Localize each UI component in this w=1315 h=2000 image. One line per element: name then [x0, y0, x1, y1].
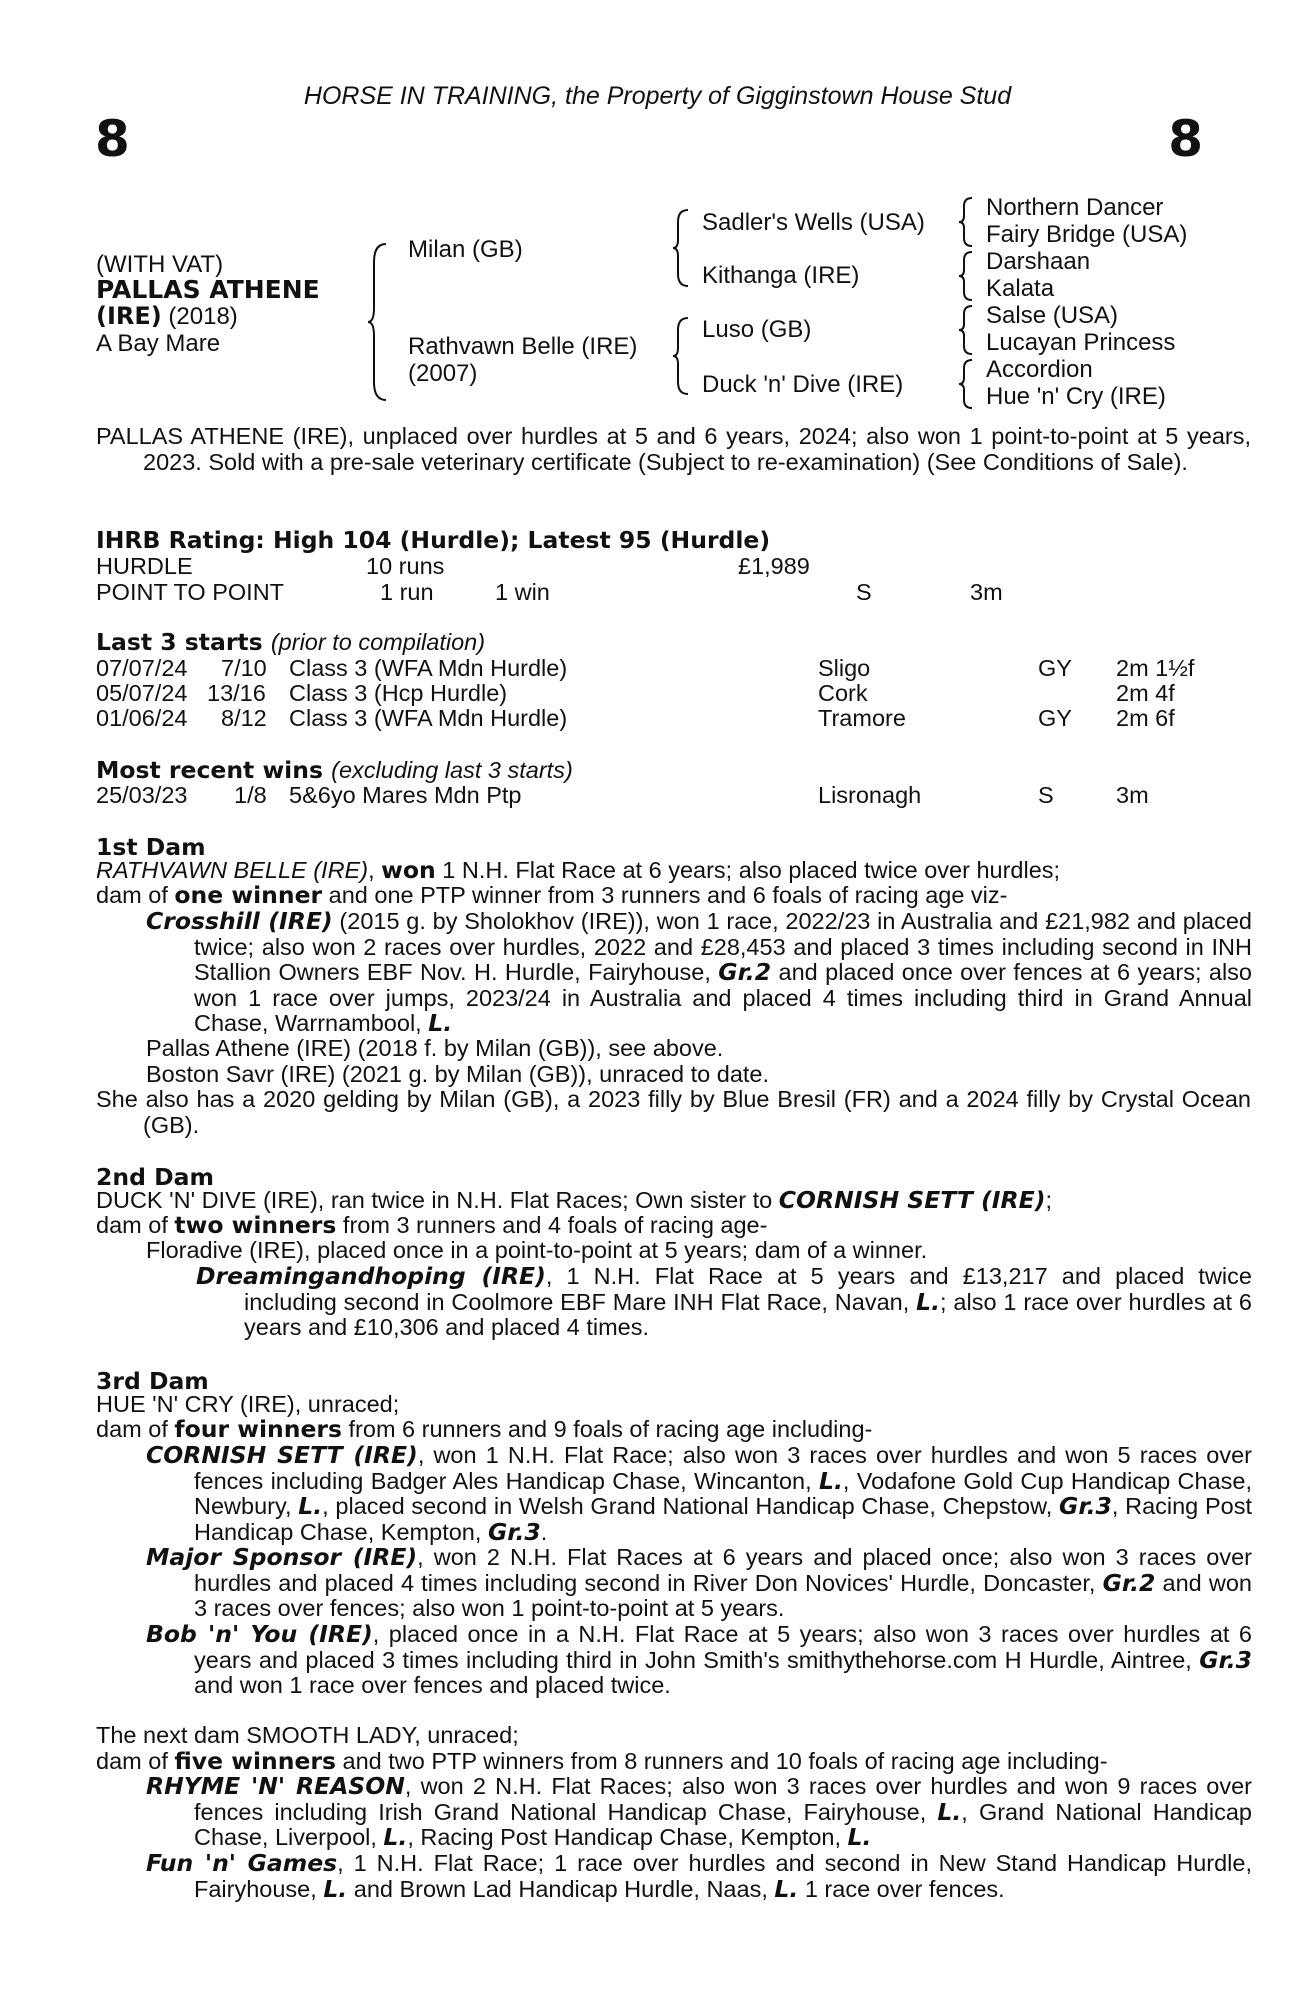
produce-boston-savr: Boston Savr (IRE) (2021 g. by Milan (GB)), unraced to date. [146, 1061, 770, 1087]
vat-note: (WITH VAT) [96, 251, 224, 278]
produce-bob-n-you: Bob 'n' You (IRE), placed once in a N.H. Flat Race at 5 years; also won 3 races over hurdles at 6 years and placed 3 times including third in John Smith's smithythehorse.com H Hurdle, Aintree, Gr.3 and won 1 race over fences and placed twice. [146, 1620, 1252, 1698]
ancestor-lucayan-princess: Lucayan Princess [986, 329, 1176, 356]
brace-g3-4 [958, 358, 976, 410]
rating-row-ptp: POINT TO POINT 1 run 1 win S 3m [96, 579, 1003, 605]
second-dam-line2: dam of two winners from 3 runners and 4 foals of racing age- [96, 1211, 768, 1239]
produce-floradive: Floradive (IRE), placed once in a point-to-point at 5 years; dam of a winner. [146, 1237, 928, 1263]
ancestor-hue-n-cry: Hue 'n' Cry (IRE) [986, 383, 1166, 410]
rating-row-hurdle: HURDLE 10 runs £1,989 [96, 553, 810, 579]
produce-rhyme-n-reason: RHYME 'N' REASON, won 2 N.H. Flat Races; also won 3 races over hurdles and won 9 races over fences including Irish Grand National Handicap Chase, Fairyhouse, L., Grand National Handicap Chase, Liverpool, L., Racing Post Handicap Chase, Kempton, L. [146, 1772, 1252, 1851]
ancestor-fairy-bridge: Fairy Bridge (USA) [986, 221, 1188, 248]
brace-g3-3 [958, 304, 976, 356]
horse-summary: PALLAS ATHENE (IRE), unplaced over hurdles at 5 and 6 years, 2024; also won 1 point-to-point at 5 years, 2023. Sold with a pre-sale veterinary certificate (Subject to re-examination) (See Conditions of Sale). [96, 423, 1251, 475]
brace-generation-1 [366, 242, 390, 402]
last-start-row: 05/07/24 13/16 Class 3 (Hcp Hurdle) Cork 2m 4f [96, 680, 1175, 706]
dam: Rathvawn Belle (IRE) [408, 333, 638, 360]
first-dam-line1: RATHVAWN BELLE (IRE), won 1 N.H. Flat Race at 6 years; also placed twice over hurdles; [96, 856, 1061, 884]
ancestor-salse: Salse (USA) [986, 302, 1119, 329]
recent-wins-heading: Most recent wins (excluding last 3 starts) [96, 756, 573, 784]
ancestor-northern-dancer: Northern Dancer [986, 194, 1164, 221]
lot-number-right: 8 [1168, 110, 1203, 168]
horse-suffix-year: (IRE) (2018) [96, 302, 238, 330]
lot-number-left: 8 [95, 110, 130, 168]
second-dam-line1: DUCK 'N' DIVE (IRE), ran twice in N.H. Flat Races; Own sister to CORNISH SETT (IRE); [96, 1186, 1052, 1214]
catalogue-header-title: HORSE IN TRAINING, the Property of Gigginstown House Stud [303, 82, 1012, 110]
produce-pallas-athene: Pallas Athene (IRE) (2018 f. by Milan (GB)), see above. [146, 1035, 724, 1061]
produce-crosshill: Crosshill (IRE) (2015 g. by Sholokhov (IRE)), won 1 race, 2022/23 in Australia and £21,982 and placed twice; also won 2 races over hurdles, 2022 and £28,453 and placed 3 times including second in INH Stallion Owners EBF Nov. H. Hurdle, Fairyhouse, Gr.2 and placed once over fences at 6 years; also won 1 race over jumps, 2023/24 in Australia and placed 4 times including third in Grand Annual Chase, Warrnambool, L. [146, 907, 1253, 1037]
brace-sire-line [672, 208, 692, 288]
produce-major-sponsor: Major Sponsor (IRE), won 2 N.H. Flat Races at 6 years and placed once; also won 3 races over hurdles and placed 4 times including second in River Don Novices' Hurdle, Doncaster, Gr.2 and won 3 races over fences; also won 1 point-to-point at 5 years. [146, 1543, 1252, 1621]
next-dam-line1: The next dam SMOOTH LADY, unraced; [96, 1722, 519, 1748]
last-start-row: 01/06/24 8/12 Class 3 (WFA Mdn Hurdle) Tramore GY 2m 6f [96, 705, 1175, 731]
brace-dam-line [672, 316, 692, 396]
dam-sire: Luso (GB) [702, 316, 812, 343]
produce-dreamingandhoping: Dreamingandhoping (IRE), 1 N.H. Flat Race at 5 years and £13,217 and placed twice including second in Coolmore EBF Mare INH Flat Race, Navan, L.; also 1 race over hurdles at 6 years and £10,306 and placed 4 times. [196, 1262, 1252, 1340]
produce-cornish-sett: CORNISH SETT (IRE), won 1 N.H. Flat Race; also won 3 races over hurdles and won 5 races over fences including Badger Ales Handicap Chase, Wincanton, L., Vodafone Gold Cup Handicap Chase, Newbury, L., placed second in Welsh Grand National Handicap Chase, Chepstow, Gr.3, Racing Post Handicap Chase, Kempton, Gr.3. [146, 1441, 1252, 1546]
brace-g3-2 [958, 250, 976, 302]
produce-fun-n-games: Fun 'n' Games, 1 N.H. Flat Race; 1 race over hurdles and second in New Stand Handicap Hurdle, Fairyhouse, L. and Brown Lad Handicap Hurdle, Naas, L. 1 race over fences. [146, 1849, 1253, 1903]
rating-heading: IHRB Rating: High 104 (Hurdle); Latest 95 (Hurdle) [96, 526, 771, 554]
third-dam-line2: dam of four winners from 6 runners and 9 foals of racing age including- [96, 1415, 873, 1443]
horse-name: PALLAS ATHENE [96, 275, 320, 304]
ancestor-accordion: Accordion [986, 356, 1093, 383]
sire-sire: Sadler's Wells (USA) [702, 209, 925, 236]
first-dam-line2: dam of one winner and one PTP winner from 3 runners and 6 foals of racing age viz- [96, 881, 1008, 909]
dam-year: (2007) [408, 360, 478, 387]
next-dam-line2: dam of five winners and two PTP winners from 8 runners and 10 foals of racing age including- [96, 1747, 1108, 1775]
sire: Milan (GB) [408, 236, 523, 263]
last-start-row: 07/07/24 7/10 Class 3 (WFA Mdn Hurdle) Sligo GY 2m 1½f [96, 655, 1195, 681]
first-dam-also: She also has a 2020 gelding by Milan (GB), a 2023 filly by Blue Bresil (FR) and a 2024 filly by Crystal Ocean (GB). [96, 1086, 1251, 1138]
last-starts-heading: Last 3 starts (prior to compilation) [96, 628, 486, 656]
brace-g3-1 [958, 196, 976, 248]
ancestor-kalata: Kalata [986, 275, 1055, 302]
ancestor-darshaan: Darshaan [986, 248, 1091, 275]
first-dam-heading: 1st Dam [96, 833, 206, 861]
horse-description: A Bay Mare [96, 330, 221, 357]
sire-dam: Kithanga (IRE) [702, 262, 860, 289]
recent-win-row: 25/03/23 1/8 5&6yo Mares Mdn Ptp Lisronagh S 3m [96, 782, 1149, 808]
dam-dam: Duck 'n' Dive (IRE) [702, 371, 904, 398]
third-dam-heading: 3rd Dam [96, 1367, 209, 1395]
second-dam-heading: 2nd Dam [96, 1163, 214, 1191]
third-dam-line1: HUE 'N' CRY (IRE), unraced; [96, 1391, 400, 1417]
